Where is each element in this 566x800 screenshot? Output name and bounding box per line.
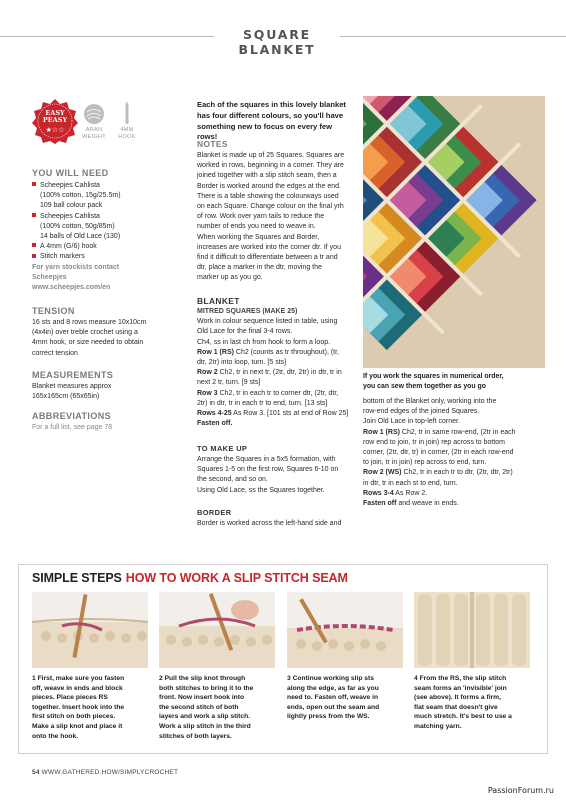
blanket-instructions: MITRED SQUARES (MAKE 25) Work in colour sequence listed in table, using Old Lace for the final 3-4 rows. Ch4, ss in last ch from hook to form a loop. Row 1 (RS) Ch2 (counts as tr throughout), (tr, dtr, 2tr) into loop, turn. [5 sts] Row 2 Ch2, tr in next tr, (2tr, dtr, 2tr) in dtr, tr in next 2 tr, turn. [9 sts] Row 3 Ch2, tr in each tr to corner dtr, (2tr, dtr, 2tr) in dtr, tr in each tr to end, turn. [13 sts] Rows 4-25 As Row 3. [101 sts at end of Row 25] Fasten off. [197,307,359,429]
crochet-hook-icon [124,102,130,124]
hook-size-label: 4MM HOOK [118,127,136,140]
step-4-photo [414,592,530,668]
list-item: A 4mm (G/6) hook [32,242,182,252]
blanket-heading: BLANKET [197,296,240,306]
notes-heading: NOTES [197,139,228,149]
measurements-heading: MEASUREMENTS [32,370,114,380]
yarn-ball-icon [84,104,104,124]
abbreviations-text: For a full list, see page 78 [32,424,113,431]
difficulty-badges [32,98,162,150]
blanket-photo [363,96,545,368]
bullet-icon [32,243,36,247]
make-up-text: Arrange the Squares in a 5x5 formation, with Squares 1-5 on the first row, Squares 6-10 on the second, and so on. Using Old Lace, ss the Squares together. [197,456,339,494]
bullet-icon [32,182,36,186]
make-up-heading: TO MAKE UP [197,444,248,453]
tension-text: 16 sts and 8 rows measure 10x10cm (4x4in) over treble crochet using a 4mm hook, or size needed to obtain correct tension [32,319,147,357]
page-section-title: SQUARE BLANKET [238,27,316,57]
step-4-text: 4 From the RS, the slip stitch seam forms an 'invisible' join (see above). It forms a firm, flat seam that doesn't give much stretch. It's best to use a matching yarn. [414,675,512,730]
list-item-detail: (100% cotton, 15g/25.5m) [40,192,121,200]
step-2-photo [159,592,275,668]
step-3-text: 3 Continue working slip sts along the edge, as far as you need to. Fasten off, weave in ends, open out the seam and lightly press from the WS. [287,675,380,721]
list-item-detail: (100% cotton, 50g/85m) [40,222,115,230]
list-item: Scheepjes Cahlista [32,212,182,222]
simple-steps-label: SIMPLE STEPS [32,571,122,585]
border-heading: BORDER [197,508,232,517]
photo-caption: If you work the squares in numerical order, you can sew them together as you go [363,373,504,390]
simple-steps-title [32,571,348,585]
easy-peasy-badge [32,98,78,144]
bullet-icon [32,213,36,217]
stockists-text: For yarn stockists contact [32,263,120,271]
stockists-brand: Scheepjes [32,273,67,281]
peasy-label: PEASY [42,116,68,124]
notes-text: Blanket is made up of 25 Squares. Squares are worked in rows, beginning in a corner. They are joined together with a slip stitch seam, then a Border is worked around the edges at the end. There is a table showing the colourways used on each Square. Change colour on the final yrh of row. Work over yarn tails to reduce the number of ends you need to weave in. When working the Squares and Border, increases are worked into the corner dtr. If you find it difficult to differentiate between a tr and dtr, place a marker in the dtr, moving the marker up as you go. [197,152,345,282]
mitred-squares-heading: MITRED SQUARES (MAKE 25) [197,308,298,315]
simple-steps-subtitle: HOW TO WORK A SLIP STITCH SEAM [125,571,348,585]
step-2-text: 2 Pull the slip knot through both stitches to bring it to the front. Now insert hook into the second stitch of both layers and work a slip stitch. Work a slip stitch in the third stitches of both layers. [159,675,254,740]
abbreviations-heading: ABBREVIATIONS [32,411,112,421]
footer-url[interactable]: WWW.GATHERED.HOW/SIMPLYCROCHET [41,769,179,776]
difficulty-stars: ★☆☆ [45,127,65,134]
header-rule-left [0,36,214,37]
bullet-icon [32,254,36,258]
page-footer [32,769,178,776]
intro-text: Each of the squares in this lovely blanket has four different colours, so you'll have something new to focus on every few rows! [197,100,346,142]
mitred-squares-blanket-image [363,96,545,368]
border-text: Border is worked across the left-hand side and [197,520,342,527]
materials-list [32,181,182,293]
page-number: 54 [32,769,40,776]
step-3-photo [287,592,403,668]
step-1-text: 1 First, make sure you fasten off, weave in ends and block pieces. Place pieces RS together. Insert hook into the first stitch on both pieces. Make a slip knot and place it onto the hook. [32,675,125,740]
list-item: Stitch markers [32,252,182,262]
yarn-weight-label: ARAN WEIGHT [82,127,106,140]
list-item-detail: 14 balls of Old Lace (130) [40,233,121,241]
measurements-text: Blanket measures approx 165x165cm (65x65in) [32,383,112,401]
list-item-detail: 109 ball colour pack [40,202,103,210]
border-continued-text: bottom of the Blanket only, working into the row-end edges of the joined Squares. Join Old Lace in top-left corner. Row 1 (RS) Ch2, tr in same row-end, (2tr in each row end to join, tr in join) rep across to bottom corner, (2tr, dtr, tr) in corner, (2tr in each row-end to join, tr in join) rep across to end, turn. Row 2 (WS) Ch2, tr in each tr to dtr, (2tr, dtr, 2tr) in dtr, tr in each st to end, turn. Rows 3-4 As Row 2. Fasten off and weave in ends. [363,398,516,508]
step-1-photo [32,592,148,668]
tension-heading: TENSION [32,306,75,316]
stockists-link[interactable]: www.scheepjes.com/en [32,284,111,292]
header-rule-right [340,36,566,37]
easy-label: EASY [45,109,65,117]
list-item: Scheepjes Cahlista [32,181,182,191]
you-will-need-heading: YOU WILL NEED [32,168,109,178]
watermark-text: PassionForum.ru [487,786,554,795]
